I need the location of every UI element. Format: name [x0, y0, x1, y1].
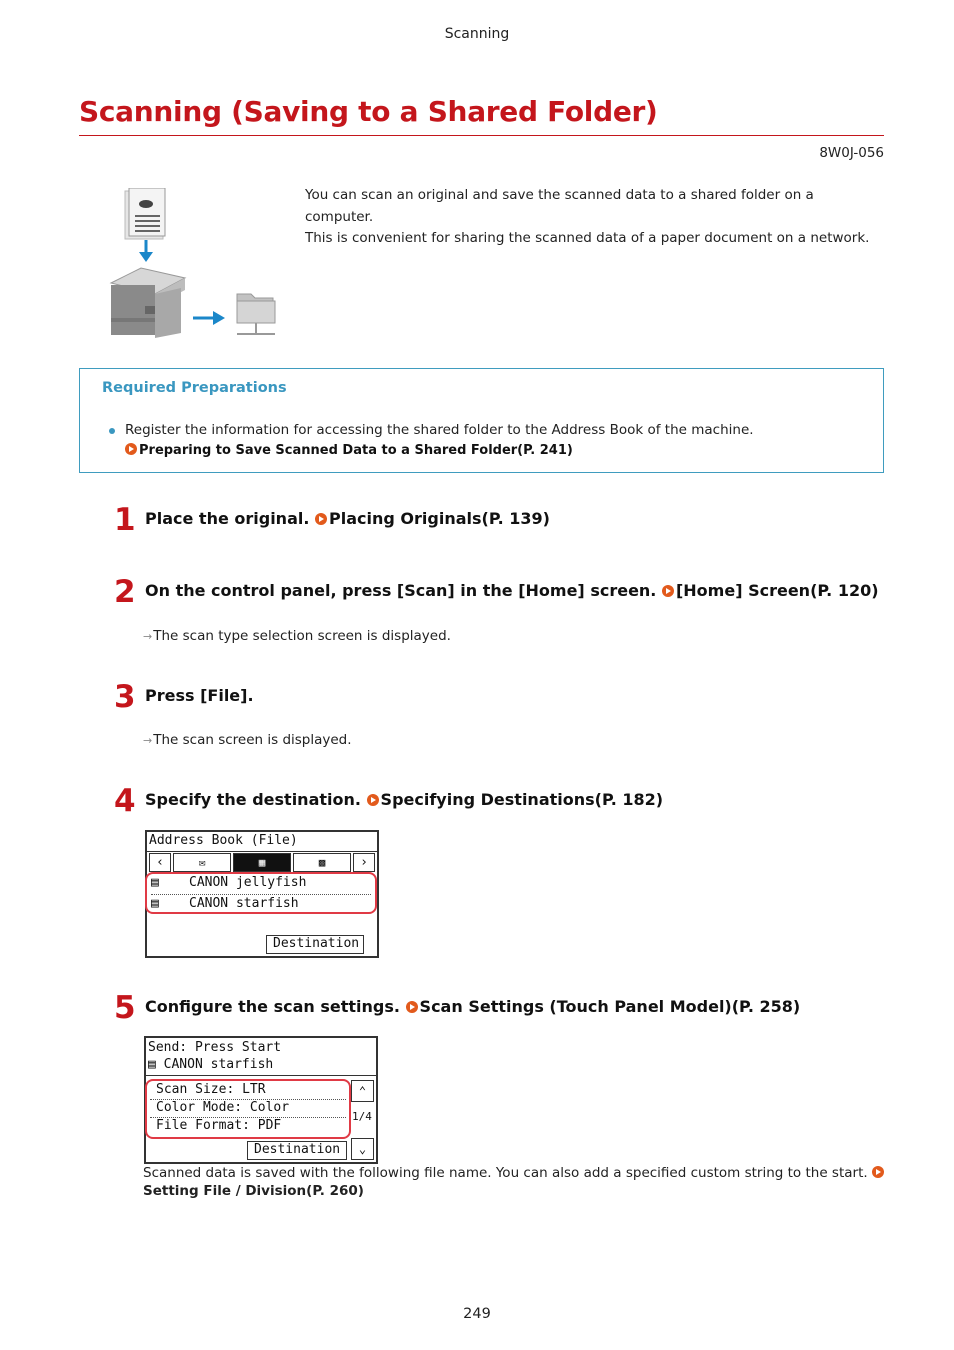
setting-scan-size[interactable]: Scan Size: LTR [156, 1082, 266, 1097]
group-icon: ▩ [318, 856, 326, 869]
link-arrow-icon [872, 1166, 884, 1178]
step-5-text: Configure the scan settings. [145, 997, 400, 1016]
chevron-up-icon: ⌃ [358, 1084, 367, 1098]
destination-name: CANON starfish [163, 1057, 274, 1072]
right-arrow-icon [193, 311, 225, 325]
screen-divider [147, 851, 377, 852]
entry-name: CANON jellyfish [189, 875, 307, 890]
destination-button[interactable] [247, 1141, 347, 1160]
step-2-text: On the control panel, press [Scan] in the [Home] screen. [145, 581, 657, 600]
link-arrow-icon [662, 585, 674, 597]
page-number: 249 [463, 1306, 491, 1322]
step-1-text: Place the original. [145, 509, 310, 528]
intro-text [305, 185, 885, 250]
screen-title: Address Book (File) [149, 833, 298, 848]
link-arrow-icon [125, 443, 137, 455]
file-tab-button[interactable] [233, 853, 291, 872]
step-3-number: 3 [114, 679, 136, 715]
scroll-up-button[interactable] [351, 1080, 374, 1102]
chevron-down-icon: ⌄ [358, 1142, 367, 1156]
step-2 [145, 581, 879, 600]
step-3-text: Press [File]. [145, 686, 254, 705]
page-title: Scanning (Saving to a Shared Folder) [79, 95, 658, 128]
intro-line-2: This is convenient for sharing the scanned data of a paper document on a network. [305, 230, 870, 246]
prev-tab-button[interactable]: ‹ [149, 853, 171, 872]
setting-file-format[interactable]: File Format: PDF [156, 1118, 282, 1133]
page-indicator: 1/4 [352, 1110, 372, 1123]
step-3 [145, 686, 254, 705]
preparations-item: Register the information for accessing the shared folder to the Address Book of the machine. [125, 422, 754, 438]
step-5-link[interactable]: Scan Settings (Touch Panel Model)(P. 258) [419, 997, 801, 1016]
doc-code: 8W0J-056 [819, 145, 884, 161]
shared-folder-icon [237, 294, 275, 334]
link-arrow-icon [315, 513, 327, 525]
preparations-title: Required Preparations [102, 380, 287, 396]
send-status: Send: Press Start [148, 1040, 282, 1055]
step-4 [145, 790, 663, 809]
destination-button-label: Destination [254, 1142, 341, 1157]
file-icon: ▦ [258, 856, 266, 869]
scroll-down-button[interactable] [351, 1138, 374, 1160]
step-2-number: 2 [114, 574, 136, 610]
note-link[interactable]: Setting File / Division(P. 260) [143, 1182, 364, 1199]
bullet-icon [109, 428, 115, 434]
group-tab-button[interactable] [293, 853, 351, 872]
step-4-number: 4 [114, 783, 136, 819]
result-arrow-icon: → [143, 630, 151, 643]
file-destination-icon: ▤ [151, 875, 159, 890]
note-text: Scanned data is saved with the following file name. You can also add a specified custom string to the start. [143, 1165, 868, 1181]
preparations-link[interactable] [125, 443, 573, 458]
file-name-note [143, 1165, 888, 1200]
email-tab-button[interactable] [173, 853, 231, 872]
document-icon [125, 188, 165, 239]
step-2-result-text: The scan type selection screen is displayed. [153, 628, 451, 644]
next-tab-button[interactable]: › [353, 853, 375, 872]
entry-name: CANON starfish [189, 896, 299, 911]
scan-to-folder-illustration [105, 188, 285, 343]
destination-line [148, 1057, 273, 1072]
destination-button-label: Destination [273, 936, 360, 951]
screen-divider [146, 1075, 376, 1076]
highlight-box [145, 872, 377, 914]
down-arrow-icon [139, 240, 153, 262]
step-3-result-text: The scan screen is displayed. [153, 732, 352, 748]
link-arrow-icon [406, 1001, 418, 1013]
setting-color-mode[interactable]: Color Mode: Color [156, 1100, 290, 1115]
step-1 [145, 509, 550, 528]
file-destination-icon: ▤ [151, 896, 159, 911]
intro-line-1: You can scan an original and save the scanned data to a shared folder on a computer. [305, 187, 814, 225]
step-5-number: 5 [114, 990, 136, 1026]
title-rule [79, 135, 884, 136]
step-4-link[interactable]: Specifying Destinations(P. 182) [380, 790, 664, 809]
step-1-link[interactable]: Placing Originals(P. 139) [329, 509, 550, 528]
step-2-link[interactable]: [Home] Screen(P. 120) [675, 581, 879, 600]
envelope-icon: ✉ [198, 856, 206, 869]
link-arrow-icon [367, 794, 379, 806]
preparations-link-text[interactable]: Preparing to Save Scanned Data to a Shared Folder(P. 241) [139, 443, 573, 458]
running-header: Scanning [444, 26, 510, 42]
step-2-result [143, 628, 451, 644]
step-5 [145, 997, 800, 1016]
result-arrow-icon: → [143, 734, 151, 747]
file-destination-icon: ▤ [148, 1057, 156, 1072]
printer-icon [111, 268, 185, 338]
step-4-text: Specify the destination. [145, 790, 361, 809]
destination-button[interactable] [266, 935, 364, 954]
step-1-number: 1 [114, 502, 136, 538]
scan-settings-screen [144, 1036, 378, 1164]
address-book-screen [145, 830, 379, 958]
step-3-result [143, 732, 352, 748]
